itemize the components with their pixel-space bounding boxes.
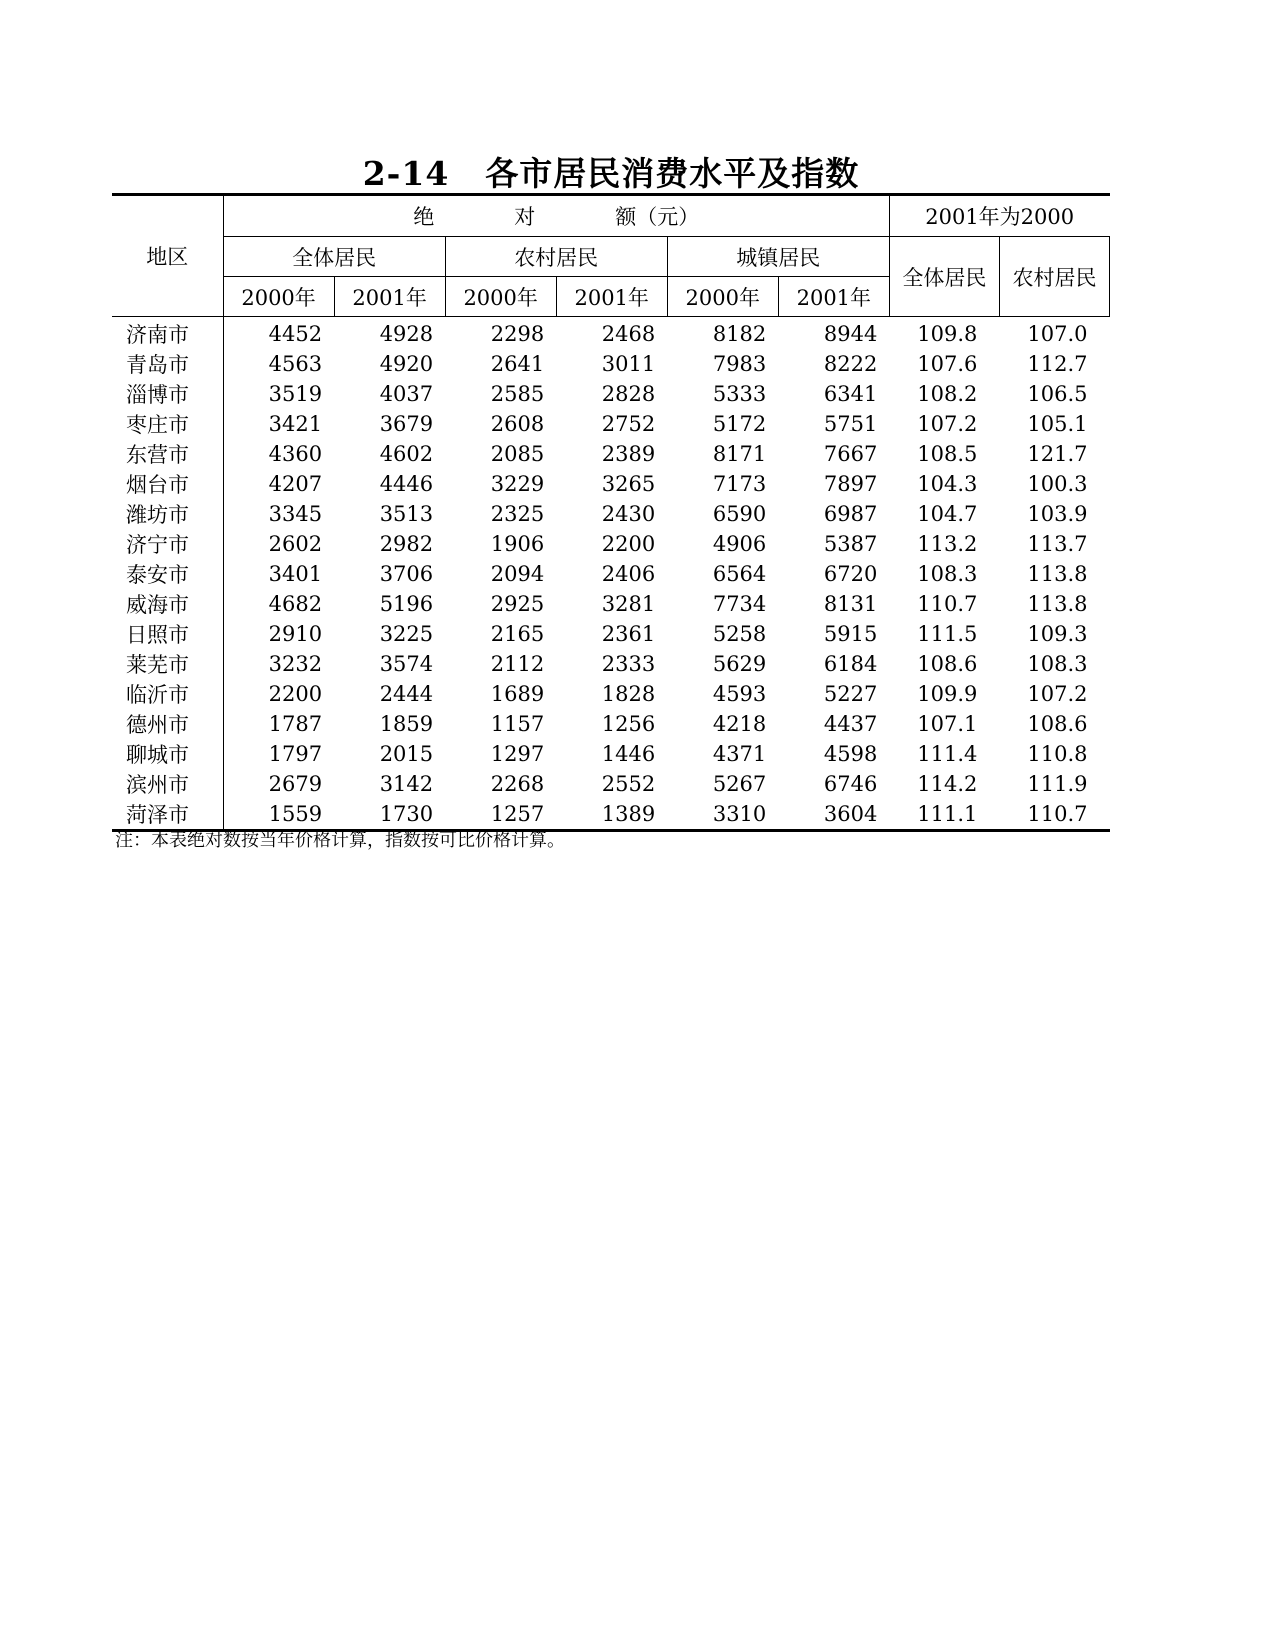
index-cell-all: 114.2 bbox=[917, 772, 978, 796]
index-cell-all: 104.7 bbox=[917, 502, 978, 526]
value-cell-all-2001: 3706 bbox=[379, 562, 434, 586]
table-body bbox=[112, 317, 1110, 831]
table-row bbox=[112, 619, 1110, 649]
value-cell-urban-2001: 7667 bbox=[823, 442, 878, 466]
value-cell-rural-2000: 2094 bbox=[490, 562, 545, 586]
index-cell-rural: 108.6 bbox=[1027, 712, 1088, 736]
value-cell-rural-2001: 3265 bbox=[601, 472, 656, 496]
table-title-text: 各市居民消费水平及指数 bbox=[485, 154, 860, 193]
value-cell-rural-2000: 2641 bbox=[490, 352, 545, 376]
index-cell-all: 108.2 bbox=[917, 382, 978, 406]
table-row bbox=[112, 649, 1110, 679]
region-cell: 青岛市 bbox=[112, 349, 223, 379]
value-cell-rural-2000: 2925 bbox=[490, 592, 545, 616]
value-cell-urban-2000: 5629 bbox=[712, 652, 767, 676]
index-cell-rural: 105.1 bbox=[1027, 412, 1088, 436]
index-cell-rural: 103.9 bbox=[1027, 502, 1088, 526]
index-cell-rural: 107.0 bbox=[1027, 322, 1088, 346]
value-cell-all-2001: 5196 bbox=[379, 592, 434, 616]
region-cell: 潍坊市 bbox=[112, 499, 223, 529]
table-header bbox=[112, 195, 1110, 317]
index-cell-all: 111.4 bbox=[917, 742, 978, 766]
value-cell-urban-2001: 8131 bbox=[823, 592, 878, 616]
region-cell: 济宁市 bbox=[112, 529, 223, 559]
table-row bbox=[112, 317, 1110, 350]
value-cell-all-2000: 4563 bbox=[268, 352, 323, 376]
region-cell: 临沂市 bbox=[112, 679, 223, 709]
value-cell-rural-2000: 1257 bbox=[445, 799, 556, 831]
region-cell: 威海市 bbox=[112, 589, 223, 619]
index-cell-rural: 121.7 bbox=[1027, 442, 1088, 466]
index-cell-all: 109.8 bbox=[917, 322, 978, 346]
value-cell-rural-2000: 2085 bbox=[490, 442, 545, 466]
value-cell-all-2000: 1797 bbox=[268, 742, 323, 766]
index-cell-all: 108.3 bbox=[917, 562, 978, 586]
region-cell: 滨州市 bbox=[112, 769, 223, 799]
group-header-rural: 农村居民 bbox=[445, 237, 667, 277]
index-cell-rural: 100.3 bbox=[1027, 472, 1088, 496]
value-cell-rural-2000: 2268 bbox=[490, 772, 545, 796]
index-cell-rural: 111.9 bbox=[1027, 772, 1088, 796]
value-cell-rural-2000: 3229 bbox=[490, 472, 545, 496]
value-cell-urban-2000: 6590 bbox=[712, 502, 767, 526]
value-cell-rural-2000: 1297 bbox=[490, 742, 545, 766]
value-cell-urban-2001: 4598 bbox=[823, 742, 878, 766]
value-cell-all-2000: 4360 bbox=[268, 442, 323, 466]
value-cell-rural-2000: 2585 bbox=[490, 382, 545, 406]
value-cell-rural-2000: 2165 bbox=[490, 622, 545, 646]
value-cell-rural-2001: 2361 bbox=[601, 622, 656, 646]
year-header-rural-2000: 2000年 bbox=[445, 277, 556, 317]
value-cell-all-2001: 3574 bbox=[379, 652, 434, 676]
index-cell-rural: 106.5 bbox=[1027, 382, 1088, 406]
index-cell-rural: 108.3 bbox=[1027, 652, 1088, 676]
group-header-all: 全体居民 bbox=[223, 237, 445, 277]
value-cell-all-2000: 2602 bbox=[268, 532, 323, 556]
value-cell-urban-2001: 6341 bbox=[823, 382, 878, 406]
value-cell-urban-2001: 5751 bbox=[823, 412, 878, 436]
value-cell-urban-2001: 6184 bbox=[823, 652, 878, 676]
table-row bbox=[112, 559, 1110, 589]
value-cell-all-2001: 4446 bbox=[379, 472, 434, 496]
index-cell-all: 108.6 bbox=[917, 652, 978, 676]
value-cell-urban-2000: 5333 bbox=[712, 382, 767, 406]
value-cell-rural-2001: 1389 bbox=[556, 799, 667, 831]
index-cell-all: 107.6 bbox=[917, 352, 978, 376]
value-cell-urban-2001: 3604 bbox=[778, 799, 889, 831]
year-header-all-2001: 2001年 bbox=[334, 277, 445, 317]
value-cell-all-2000: 3421 bbox=[268, 412, 323, 436]
table-row bbox=[112, 439, 1110, 469]
value-cell-urban-2001: 7897 bbox=[823, 472, 878, 496]
value-cell-urban-2000: 7173 bbox=[712, 472, 767, 496]
value-cell-rural-2001: 2406 bbox=[601, 562, 656, 586]
value-cell-rural-2001: 2430 bbox=[601, 502, 656, 526]
region-cell: 东营市 bbox=[112, 439, 223, 469]
index-cell-rural: 113.8 bbox=[1027, 562, 1088, 586]
value-cell-urban-2000: 7983 bbox=[712, 352, 767, 376]
index-cell-all: 113.2 bbox=[917, 532, 978, 556]
value-cell-rural-2001: 2333 bbox=[601, 652, 656, 676]
value-cell-urban-2000: 4371 bbox=[712, 742, 767, 766]
value-cell-urban-2000: 7734 bbox=[712, 592, 767, 616]
value-cell-urban-2001: 5387 bbox=[823, 532, 878, 556]
table-row bbox=[112, 769, 1110, 799]
value-cell-rural-2000: 2325 bbox=[490, 502, 545, 526]
index-cell-all: 108.5 bbox=[917, 442, 978, 466]
table-row bbox=[112, 469, 1110, 499]
value-cell-urban-2001: 6746 bbox=[823, 772, 878, 796]
value-cell-all-2000: 4682 bbox=[268, 592, 323, 616]
value-cell-urban-2000: 8182 bbox=[712, 322, 767, 346]
region-cell: 济南市 bbox=[112, 317, 223, 350]
value-cell-all-2001: 3513 bbox=[379, 502, 434, 526]
table-row bbox=[112, 409, 1110, 439]
value-cell-urban-2000: 4906 bbox=[712, 532, 767, 556]
value-cell-all-2001: 4928 bbox=[379, 322, 434, 346]
year-header-urban-2000: 2000年 bbox=[667, 277, 778, 317]
value-cell-urban-2000: 4218 bbox=[712, 712, 767, 736]
page-title bbox=[112, 148, 1110, 195]
value-cell-urban-2000: 5258 bbox=[712, 622, 767, 646]
value-cell-all-2001: 2982 bbox=[379, 532, 434, 556]
index-cell-rural: 109.3 bbox=[1027, 622, 1088, 646]
table-row bbox=[112, 739, 1110, 769]
value-cell-all-2001: 1859 bbox=[379, 712, 434, 736]
table-row bbox=[112, 709, 1110, 739]
index-cell-rural: 113.7 bbox=[1027, 532, 1088, 556]
index-header-rural: 农村居民 bbox=[999, 237, 1109, 317]
table-number: 2-14 bbox=[362, 154, 450, 193]
value-cell-rural-2001: 2552 bbox=[601, 772, 656, 796]
value-cell-urban-2001: 5227 bbox=[823, 682, 878, 706]
absolute-amount-header bbox=[223, 195, 889, 237]
value-cell-rural-2001: 2752 bbox=[601, 412, 656, 436]
value-cell-rural-2001: 2828 bbox=[601, 382, 656, 406]
value-cell-urban-2000: 3310 bbox=[667, 799, 778, 831]
value-cell-urban-2000: 8171 bbox=[712, 442, 767, 466]
absolute-amount-header-part2: 对 bbox=[514, 205, 536, 229]
value-cell-all-2000: 1559 bbox=[223, 799, 334, 831]
value-cell-all-2000: 2200 bbox=[268, 682, 323, 706]
index-cell-all: 109.9 bbox=[917, 682, 978, 706]
value-cell-rural-2000: 1906 bbox=[490, 532, 545, 556]
value-cell-rural-2001: 3281 bbox=[601, 592, 656, 616]
region-cell: 德州市 bbox=[112, 709, 223, 739]
value-cell-all-2000: 2679 bbox=[268, 772, 323, 796]
index-cell-rural: 113.8 bbox=[1027, 592, 1088, 616]
value-cell-rural-2001: 1828 bbox=[601, 682, 656, 706]
region-cell: 烟台市 bbox=[112, 469, 223, 499]
table-row bbox=[112, 349, 1110, 379]
value-cell-urban-2000: 4593 bbox=[712, 682, 767, 706]
index-cell-all: 111.1 bbox=[889, 799, 999, 831]
value-cell-all-2001: 1730 bbox=[334, 799, 445, 831]
index-cell-rural: 110.7 bbox=[999, 799, 1109, 831]
index-cell-all: 107.2 bbox=[917, 412, 978, 436]
value-cell-rural-2001: 2468 bbox=[601, 322, 656, 346]
value-cell-all-2001: 3679 bbox=[379, 412, 434, 436]
value-cell-urban-2001: 5915 bbox=[823, 622, 878, 646]
region-cell: 泰安市 bbox=[112, 559, 223, 589]
index-header: 2001年为2000 bbox=[889, 195, 1109, 237]
consumption-table bbox=[112, 193, 1110, 832]
region-cell: 菏泽市 bbox=[112, 799, 223, 831]
value-cell-all-2000: 3232 bbox=[268, 652, 323, 676]
value-cell-all-2001: 4037 bbox=[379, 382, 434, 406]
value-cell-urban-2000: 5267 bbox=[712, 772, 767, 796]
index-cell-all: 110.7 bbox=[917, 592, 978, 616]
index-header-all: 全体居民 bbox=[889, 237, 999, 317]
value-cell-all-2000: 4207 bbox=[268, 472, 323, 496]
region-header: 地区 bbox=[112, 195, 223, 317]
value-cell-urban-2001: 6720 bbox=[823, 562, 878, 586]
region-cell: 莱芜市 bbox=[112, 649, 223, 679]
group-header-urban: 城镇居民 bbox=[667, 237, 889, 277]
table-row bbox=[112, 529, 1110, 559]
index-cell-all: 111.5 bbox=[917, 622, 978, 646]
year-header-all-2000: 2000年 bbox=[223, 277, 334, 317]
value-cell-all-2001: 3225 bbox=[379, 622, 434, 646]
value-cell-all-2000: 2910 bbox=[268, 622, 323, 646]
region-cell: 聊城市 bbox=[112, 739, 223, 769]
value-cell-all-2000: 1787 bbox=[268, 712, 323, 736]
year-header-urban-2001: 2001年 bbox=[778, 277, 889, 317]
index-cell-all: 107.1 bbox=[917, 712, 978, 736]
value-cell-urban-2001: 6987 bbox=[823, 502, 878, 526]
region-cell: 日照市 bbox=[112, 619, 223, 649]
table-row bbox=[112, 679, 1110, 709]
value-cell-all-2000: 3345 bbox=[268, 502, 323, 526]
region-cell: 枣庄市 bbox=[112, 409, 223, 439]
absolute-amount-header-part1: 绝 bbox=[413, 205, 435, 229]
value-cell-urban-2000: 5172 bbox=[712, 412, 767, 436]
index-cell-rural: 107.2 bbox=[1027, 682, 1088, 706]
index-cell-rural: 110.8 bbox=[1027, 742, 1088, 766]
value-cell-rural-2000: 1689 bbox=[490, 682, 545, 706]
value-cell-all-2000: 3401 bbox=[268, 562, 323, 586]
value-cell-rural-2001: 1446 bbox=[601, 742, 656, 766]
value-cell-urban-2001: 4437 bbox=[823, 712, 878, 736]
table-row bbox=[112, 589, 1110, 619]
value-cell-all-2000: 3519 bbox=[268, 382, 323, 406]
index-cell-rural: 112.7 bbox=[1027, 352, 1088, 376]
value-cell-rural-2001: 2200 bbox=[601, 532, 656, 556]
value-cell-rural-2000: 2298 bbox=[490, 322, 545, 346]
value-cell-urban-2001: 8944 bbox=[823, 322, 878, 346]
value-cell-rural-2001: 2389 bbox=[601, 442, 656, 466]
value-cell-all-2000: 4452 bbox=[268, 322, 323, 346]
value-cell-rural-2000: 2112 bbox=[490, 652, 545, 676]
value-cell-rural-2000: 2608 bbox=[490, 412, 545, 436]
value-cell-all-2001: 4920 bbox=[379, 352, 434, 376]
value-cell-all-2001: 3142 bbox=[379, 772, 434, 796]
value-cell-all-2001: 2444 bbox=[379, 682, 434, 706]
table-row bbox=[112, 379, 1110, 409]
value-cell-rural-2001: 1256 bbox=[601, 712, 656, 736]
value-cell-rural-2000: 1157 bbox=[490, 712, 545, 736]
table-note: 注：本表绝对数按当年价格计算，指数按可比价格计算。 bbox=[115, 830, 565, 851]
value-cell-rural-2001: 3011 bbox=[601, 352, 656, 376]
value-cell-urban-2000: 6564 bbox=[712, 562, 767, 586]
region-cell: 淄博市 bbox=[112, 379, 223, 409]
value-cell-urban-2001: 8222 bbox=[823, 352, 878, 376]
index-cell-all: 104.3 bbox=[917, 472, 978, 496]
year-header-rural-2001: 2001年 bbox=[556, 277, 667, 317]
value-cell-all-2001: 2015 bbox=[379, 742, 434, 766]
table-row bbox=[112, 499, 1110, 529]
value-cell-all-2001: 4602 bbox=[379, 442, 434, 466]
absolute-amount-header-part3: 额（元） bbox=[615, 205, 700, 229]
